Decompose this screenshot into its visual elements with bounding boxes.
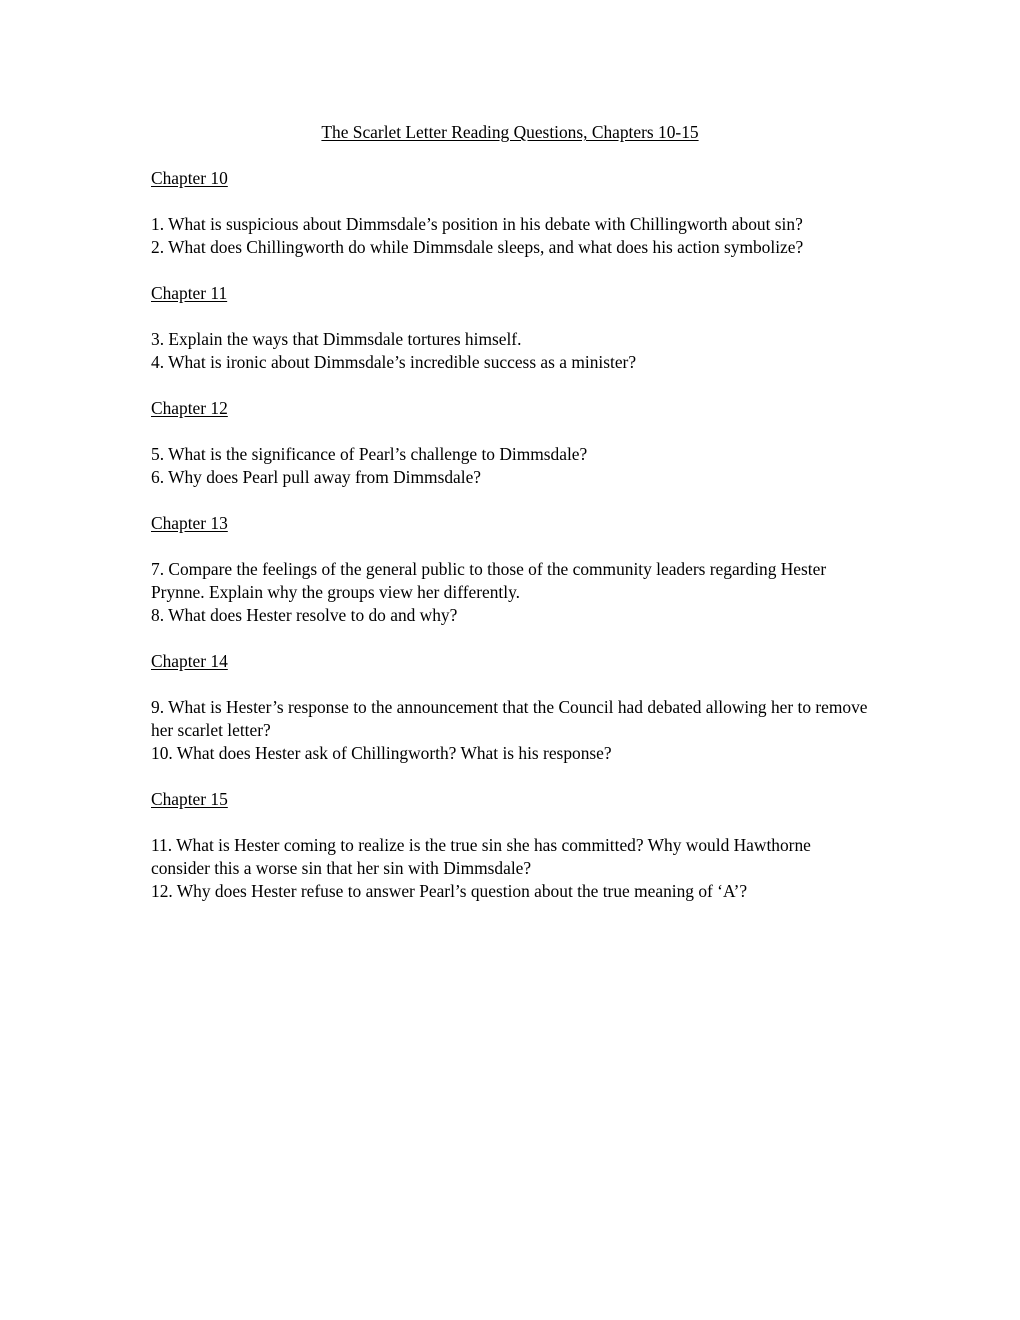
question-item: 9. What is Hester’s response to the announcement that the Council had debated allowing her to remove her scarlet letter?: [151, 697, 868, 740]
question-item: 1. What is suspicious about Dimmsdale’s position in his debate with Chillingworth about sin?: [151, 214, 803, 234]
question-item: 8. What does Hester resolve to do and why?: [151, 605, 458, 625]
question-item: 4. What is ironic about Dimmsdale’s incredible success as a minister?: [151, 352, 637, 372]
document-body: [151, 167, 869, 926]
chapter-section: [151, 512, 869, 627]
chapter-section: [151, 788, 869, 903]
chapter-section: [151, 167, 869, 259]
question-item: 3. Explain the ways that Dimmsdale tortures himself.: [151, 329, 522, 349]
question-item: 2. What does Chillingworth do while Dimmsdale sleeps, and what does his action symbolize?: [151, 237, 804, 257]
question-item: 5. What is the significance of Pearl’s challenge to Dimmsdale?: [151, 444, 588, 464]
chapter-section: [151, 282, 869, 374]
chapter-heading: Chapter 10: [151, 168, 228, 188]
chapter-heading: Chapter 11: [151, 283, 228, 303]
question-item: 11. What is Hester coming to realize is the true sin she has committed? Why would Hawthorne consider this a worse sin that her sin with Dimmsdale?: [151, 835, 811, 878]
chapter-section: [151, 397, 869, 489]
chapter-heading: Chapter 15: [151, 789, 228, 809]
question-item: 7. Compare the feelings of the general public to those of the community leaders regarding Hester Prynne. Explain why the groups view her differently.: [151, 559, 827, 602]
chapter-heading: Chapter 12: [151, 398, 228, 418]
question-item: 12. Why does Hester refuse to answer Pearl’s question about the true meaning of ‘A’?: [151, 881, 748, 901]
chapter-heading: Chapter 13: [151, 513, 228, 533]
chapter-heading: Chapter 14: [151, 651, 228, 671]
chapter-section: [151, 650, 869, 765]
question-item: 6. Why does Pearl pull away from Dimmsdale?: [151, 467, 482, 487]
document-title: The Scarlet Letter Reading Questions, Chapters 10-15: [321, 122, 699, 142]
question-item: 10. What does Hester ask of Chillingworth? What is his response?: [151, 743, 612, 763]
